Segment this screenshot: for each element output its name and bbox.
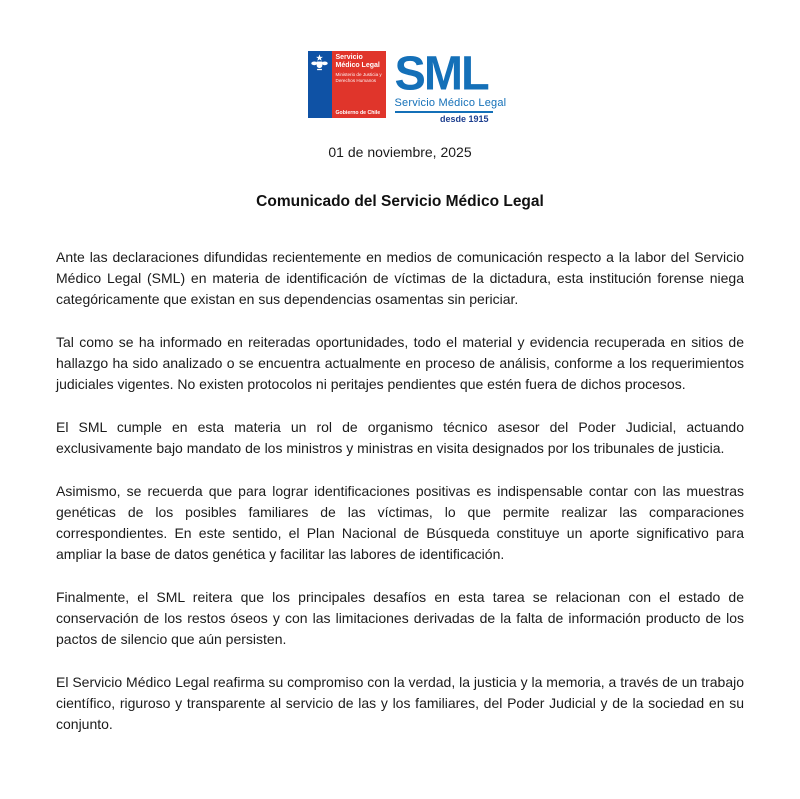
paragraph: Ante las declaraciones difundidas recientemente en medios de comunicación respecto a la labor del Servicio Médico Legal (SML) en materia de identificación de víctimas de la dictadura, esta institución forense niega categóricamente que existan en sus dependencias osamentas sin periciar. (56, 249, 744, 307)
institutional-logo (0, 45, 800, 124)
gobierno-de-chile-logo (308, 51, 386, 118)
sml-logo-rule (395, 111, 493, 113)
paragraph: Tal como se ha informado en reiteradas oportunidades, todo el material y evidencia recuperada en sitios de hallazgo ha sido analizado o se encuentra actualmente en proceso de análisis, conforme a los requerimientos judiciales vigentes. No existen protocolos ni peritajes pendientes que estén fuera de dichos procesos. (56, 334, 744, 392)
paragraph: Finalmente, el SML reitera que los principales desafíos en esta tarea se relacionan con el estado de conservación de los restos óseos y con las limitaciones derivadas de la falta de información producto de los pactos de silencio que aún persisten. (56, 589, 744, 647)
paragraph: El Servicio Médico Legal reafirma su compromiso con la verdad, la justicia y la memoria, a través de un trabajo científico, riguroso y transparente al servicio de las y los familiares, del Poder Judicial y de la sociedad en su conjunto. (56, 674, 744, 732)
sml-since-label: desde 1915 (439, 114, 489, 124)
letterhead (0, 0, 800, 211)
document-date: 01 de noviembre, 2025 (328, 144, 472, 160)
document-body (56, 247, 744, 735)
page-title: Comunicado del Servicio Médico Legal (256, 193, 544, 210)
paragraph: El SML cumple en esta materia un rol de organismo técnico asesor del Poder Judicial, actuando exclusivamente bajo mandato de los ministros y ministras en visita designados por los tribunales de justicia. (56, 419, 744, 456)
gov-logo-service-name: Servicio Médico Legal (335, 54, 380, 70)
logo-blue-band (308, 51, 332, 118)
paragraph: Asimismo, se recuerda que para lograr identificaciones positivas es indispensable contar con las muestras genéticas de los posibles familiares de las víctimas, lo que permite realizar las comparaciones correspondientes. En este sentido, el Plan Nacional de Búsqueda constituye un aporte significativo para ampliar la base de datos genética y facilitar las labores de identificación. (56, 483, 744, 562)
gov-logo-ministry-name: Ministerio de Justicia y Derechos Humanos (335, 72, 382, 83)
gov-logo-country-label: Gobierno de Chile (335, 110, 381, 116)
sml-acronym: SML (394, 45, 488, 100)
logo-red-panel (332, 51, 386, 118)
chile-coat-of-arms-icon (311, 54, 328, 71)
sml-logo-name: Servicio Médico Legal (394, 97, 507, 109)
sml-logo (394, 45, 507, 124)
